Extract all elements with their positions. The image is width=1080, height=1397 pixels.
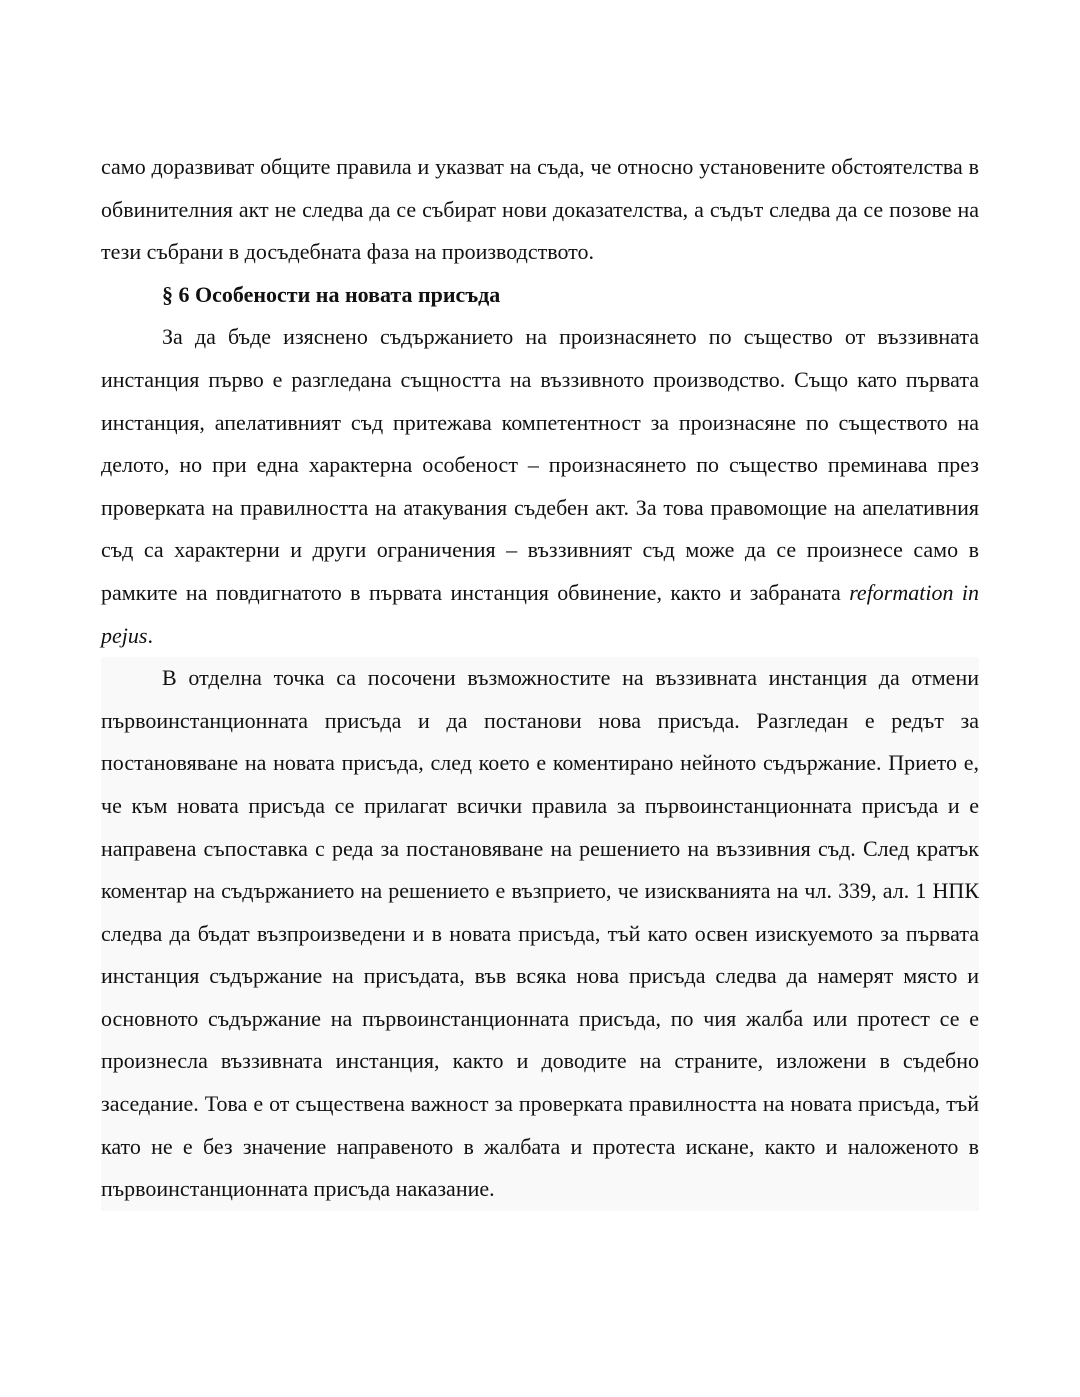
section-heading: § 6 Особености на новата присъда — [162, 281, 501, 307]
paragraph-2-text: За да бъде изяснено съдържанието на произнасянето по същество от въззивната инстанция първо е разгледана същността на въззивното производство. Също като първата инстанция, апелативният съд притежава компетентност за произнасяне по съществото на делото, но при една характерна особеност – произнасянето по същество преминава през проверката на правилността на атакувания съдебен акт. За това правомощие на апелативния съд са характерни и други ограничения – въззивният съд може да се произнесе само в рамките на повдигнатото в първата инстанция обвинение, както и забраната — [101, 324, 979, 605]
latin-term: reformation in pejus — [101, 579, 979, 648]
paragraph-3: В отделна точка са посочени възможностите на въззивната инстанция да отмени първоинстанционната присъда и да постанови нова присъда. Разгледан е редът за постановяване на новата присъда, след което е коментирано нейното съдържание. Прието е, че към новата присъда се прилагат всички правила за първоинстанционната присъда и е направена съпоставка с реда за постановяване на решението на въззивния съд. След кратък коментар на съдържанието на решението е възприето, че изискванията на чл. 339, ал. 1 НПК следва да бъдат възпроизведени и в новата присъда, тъй като освен изискуемото за първата инстанция съдържание на присъдата, във всяка нова присъда следва да намерят място и основното съдържание на първоинстанционната присъда, по чия жалба или протест се е произнесла въззивната инстанция, както и доводите на страните, изложени в съдебно заседание. Това е от съществена важност за проверката правилността на новата присъда, тъй като не е без значение направеното в жалбата и протеста искане, както и наложеното в първоинстанционната присъда наказание. — [101, 657, 979, 1211]
paragraph-2-end: . — [147, 622, 153, 648]
document-body — [101, 146, 979, 1211]
paragraph-continued: само доразвиват общите правила и указват на съда, че относно установените обстоятелства в обвинителния акт не следва да се събират нови доказателства, а съдът следва да се позове на тези събрани в досъдебната фаза на производството. — [101, 154, 979, 265]
paragraph-2 — [101, 316, 979, 657]
